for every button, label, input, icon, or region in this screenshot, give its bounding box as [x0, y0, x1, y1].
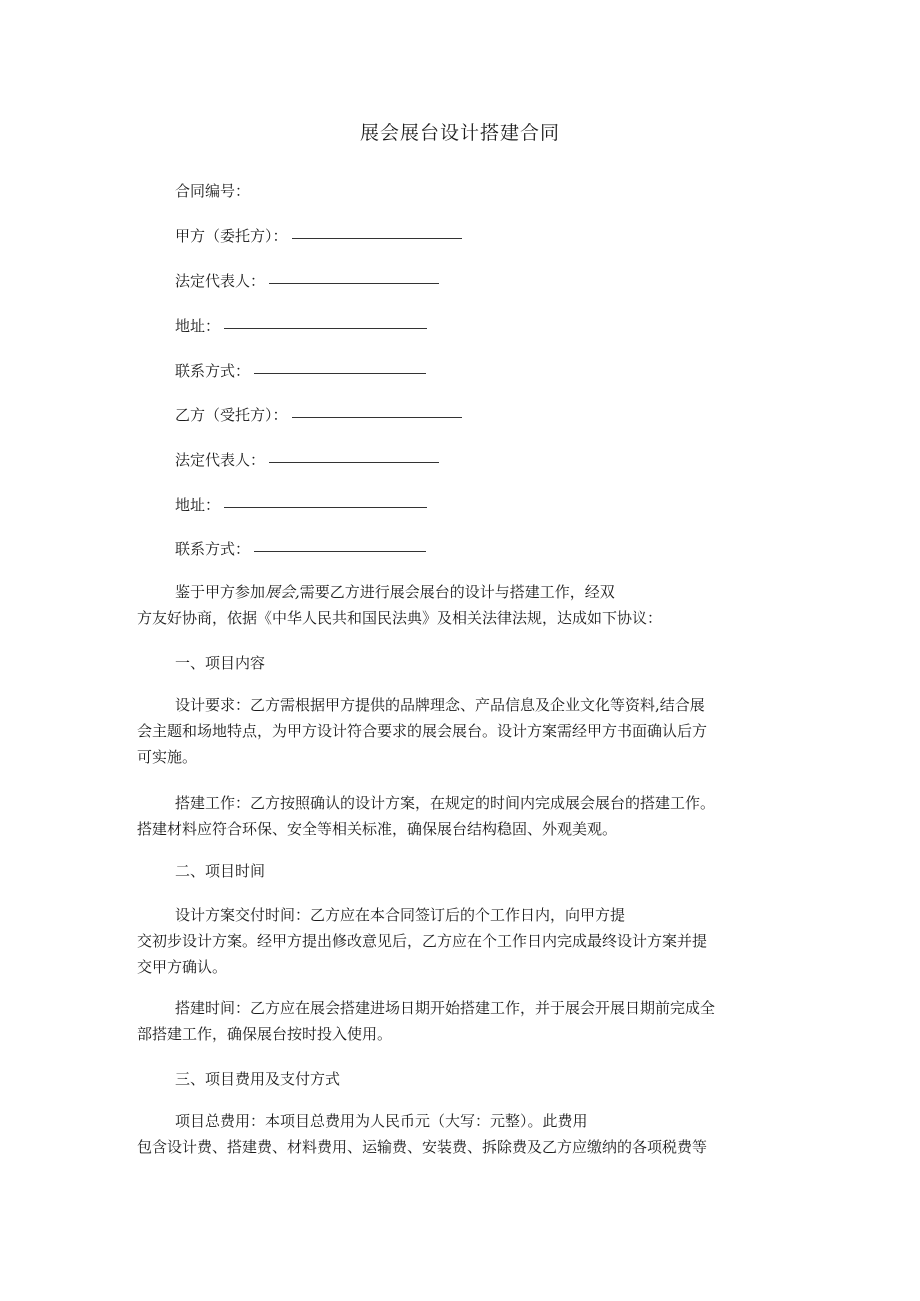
s1-p1-line-1 [137, 692, 787, 718]
party-b-rep-field [175, 450, 439, 470]
section-2-heading: 二、项目时间 [175, 862, 266, 880]
s2-p1-line-1 [137, 902, 787, 928]
section-1-paragraph-1 [137, 692, 787, 770]
preamble-text-a: 鉴于甲方参加 [175, 583, 266, 601]
contract-number-label: 合同编号： [175, 182, 251, 200]
party-b-address-field [175, 495, 427, 515]
section-2-paragraph-1 [137, 902, 787, 980]
section-1-heading: 一、项目内容 [175, 654, 266, 672]
party-b-field [175, 405, 462, 425]
s1-p2-line-2: 搭建材料应符合环保、安全等相关标准，确保展台结构稳固、外观美观。 [137, 820, 618, 838]
s2-p1-line-3: 交甲方确认。 [137, 958, 228, 976]
s2-p2-line-2: 部搭建工作，确保展台按时投入使用。 [137, 1025, 393, 1043]
party-b-contact-label: 联系方式： [175, 540, 251, 558]
s1-p2-text-1: 搭建工作：乙方按照确认的设计方案，在规定的时间内完成展会展台的搭建工作。 [175, 794, 716, 812]
s2-p1-line-2: 交初步设计方案。经甲方提出修改意见后，乙方应在个工作日内完成最终设计方案并提 [137, 932, 708, 950]
preamble-paragraph [137, 579, 787, 631]
party-b-contact-field [175, 539, 426, 559]
section-3-heading: 三、项目费用及支付方式 [175, 1070, 341, 1088]
party-b-blank[interactable] [292, 416, 462, 418]
s3-p1-text-1: 项目总费用：本项目总费用为人民币元（大写：元整）。此费用 [175, 1112, 588, 1130]
party-a-rep-blank[interactable] [269, 282, 439, 284]
party-a-rep-field [175, 271, 439, 291]
s2-p2-line-1 [137, 995, 787, 1021]
s1-p1-line-2: 会主题和场地特点，为甲方设计符合要求的展会展台。设计方案需经甲方书面确认后方 [137, 722, 708, 740]
party-a-contact-label: 联系方式： [175, 362, 251, 380]
party-a-field [175, 226, 462, 246]
party-a-contact-blank[interactable] [254, 372, 426, 374]
section-1-paragraph-2 [137, 790, 787, 842]
party-a-contact-field [175, 361, 426, 381]
s2-p1-text-1: 设计方案交付时间：乙方应在本合同签订后的个工作日内，向甲方提 [175, 906, 626, 924]
s1-p2-line-1 [137, 790, 787, 816]
party-a-address-field [175, 316, 427, 336]
s2-p2-text-1: 搭建时间：乙方应在展会搭建进场日期开始搭建工作，并于展会开展日期前完成全 [175, 999, 716, 1017]
s1-p1-line-3: 可实施。 [137, 748, 198, 766]
party-a-rep-label: 法定代表人： [175, 272, 266, 290]
party-b-address-blank[interactable] [224, 506, 427, 508]
party-a-blank[interactable] [292, 237, 462, 239]
preamble-line-2: 方友好协商，依据《中华人民共和国民法典》及相关法律法规，达成如下协议： [137, 609, 663, 627]
party-b-label: 乙方（受托方）： [175, 406, 288, 424]
preamble-italic-event: 展会, [265, 583, 300, 601]
s1-p1-text-1: 设计要求：乙方需根据甲方提供的品牌理念、产品信息及企业文化等资料,结合展 [175, 696, 705, 714]
contract-number-field [175, 181, 250, 201]
party-b-address-label: 地址： [175, 496, 221, 514]
s3-p1-line-2: 包含设计费、搭建费、材料费用、运输费、安装费、拆除费及乙方应缴纳的各项税费等 [137, 1138, 708, 1156]
section-2-paragraph-2 [137, 995, 787, 1047]
s3-p1-line-1 [137, 1108, 787, 1134]
party-a-address-blank[interactable] [224, 327, 427, 329]
party-b-contact-blank[interactable] [254, 550, 426, 552]
document-title: 展会展台设计搭建合同 [359, 122, 560, 144]
party-b-rep-label: 法定代表人： [175, 451, 266, 469]
preamble-text-b: 需要乙方进行展会展台的设计与搭建工作，经双 [299, 583, 615, 601]
party-a-label: 甲方（委托方）： [175, 227, 288, 245]
party-a-address-label: 地址： [175, 317, 221, 335]
section-3-paragraph-1 [137, 1108, 787, 1160]
party-b-rep-blank[interactable] [269, 461, 439, 463]
preamble-line-1 [137, 579, 787, 605]
